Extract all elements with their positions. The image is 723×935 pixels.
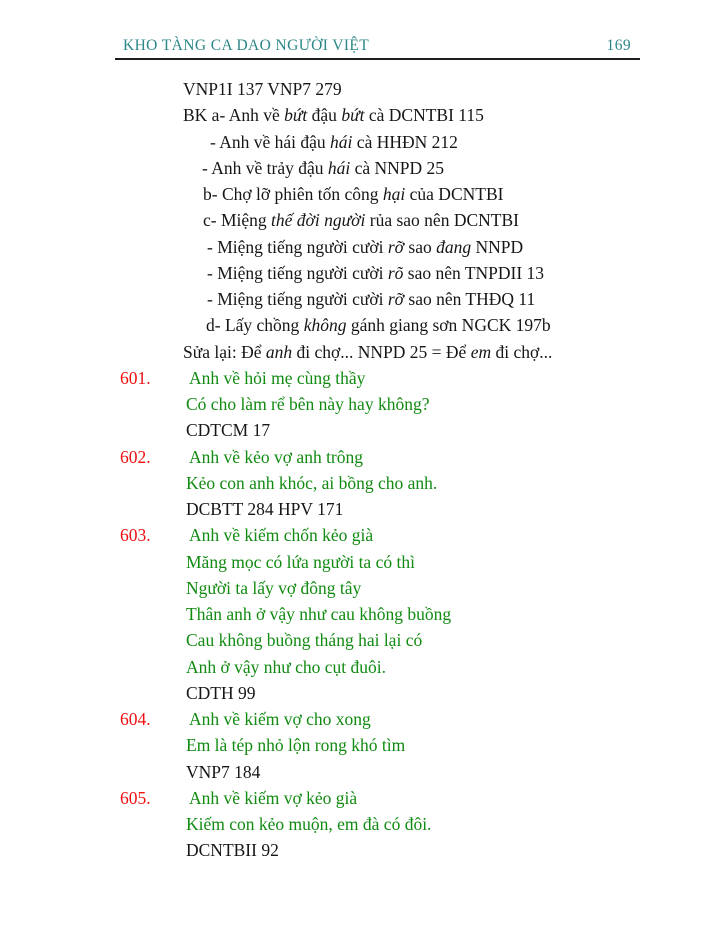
page-header <box>115 0 640 55</box>
verse-line <box>115 575 683 601</box>
text-segment: đang <box>436 236 472 257</box>
text-segment: CDTH 99 <box>186 682 256 703</box>
text-segment: Kiếm con kẻo muộn, em đà có đôi. <box>186 814 432 834</box>
text-segment: Sửa lại: Để <box>183 341 266 362</box>
entry-number: 605. <box>120 787 151 808</box>
text-segment: cà NNPD 25 <box>350 157 445 178</box>
text-segment: rỡ <box>387 236 405 257</box>
note-line <box>115 260 683 286</box>
note-line <box>115 207 683 233</box>
text-segment: - Anh về trảy đậu <box>202 157 328 178</box>
text-segment: bứt <box>341 105 365 126</box>
text-segment: rõ <box>387 262 404 283</box>
text-segment: Cau không buồng tháng hai lại có <box>186 630 423 651</box>
text-segment: Người ta lấy vợ đông tây <box>186 577 362 598</box>
text-segment: không <box>303 315 347 336</box>
note-line <box>115 496 683 522</box>
note-line <box>115 286 683 312</box>
note-line <box>115 759 683 785</box>
text-segment: Anh về kiếm vợ cho xong <box>189 709 371 729</box>
text-segment: - Miệng tiếng người cười <box>207 236 388 257</box>
entry-number: 602. <box>120 446 151 467</box>
text-segment: c- Miệng <box>203 210 272 231</box>
note-line <box>115 102 683 128</box>
note-line <box>115 129 683 155</box>
verse-entry-start-line <box>115 706 683 732</box>
text-segment: cà DCNTBI 115 <box>364 105 484 126</box>
note-line <box>115 181 683 207</box>
verse-line <box>115 601 683 627</box>
entry-number: 604. <box>120 709 151 729</box>
text-segment: - Miệng tiếng người cười <box>207 262 388 283</box>
text-segment: CDTCM 17 <box>186 420 271 441</box>
entry-number: 603. <box>120 525 151 546</box>
text-segment: sao <box>404 236 437 257</box>
entry-number: 601. <box>120 367 151 388</box>
text-segment: BK a- Anh về <box>183 105 285 126</box>
text-segment: b- Chợ lỡ phiên tốn công <box>203 184 383 204</box>
text-segment: hái <box>330 131 353 152</box>
text-segment: đi chợ... <box>491 341 553 362</box>
text-segment: Em là tép nhỏ lộn rong khó tìm <box>186 735 406 756</box>
page-number: 169 <box>606 37 631 54</box>
verse-line <box>115 654 683 680</box>
note-line <box>115 312 683 338</box>
page-body <box>115 76 683 864</box>
text-segment: - Anh về hái đậu <box>210 131 331 152</box>
text-segment: Anh ở vậy như cho cụt đuôi. <box>186 656 387 677</box>
text-segment: Anh về kiếm vợ kẻo già <box>189 787 358 808</box>
text-segment: đi chợ... NNPD 25 = Để <box>292 341 471 362</box>
text-segment: Măng mọc có lứa người ta có thì <box>186 551 415 572</box>
text-segment: DCNTBII 92 <box>186 840 279 861</box>
text-segment: anh <box>265 341 293 362</box>
text-segment: - Miệng tiếng người cười <box>207 289 388 309</box>
text-segment: đậu <box>307 105 342 126</box>
text-segment: Anh về kiếm chốn kẻo già <box>189 525 374 546</box>
text-segment: em <box>470 341 492 362</box>
text-segment: hại <box>382 184 406 204</box>
verse-line <box>115 391 683 417</box>
text-segment: VNP1I 137 VNP7 279 <box>183 79 342 99</box>
text-segment: rỡ <box>387 289 405 309</box>
text-segment: Kẻo con anh khóc, ai bồng cho anh. <box>186 472 438 493</box>
note-line <box>115 76 683 102</box>
verse-line <box>115 732 683 758</box>
text-segment: thế đời người <box>271 210 366 231</box>
verse-entry-start-line <box>115 785 683 811</box>
text-segment: Anh về hỏi mẹ cùng thầy <box>189 367 366 388</box>
running-title: KHO TÀNG CA DAO NGƯỜI VIỆT <box>123 37 370 54</box>
text-segment: rủa sao nên DCNTBI <box>365 210 519 231</box>
text-segment: gánh giang sơn NGCK 197b <box>346 315 551 336</box>
verse-line <box>115 811 683 837</box>
verse-entry-start-line <box>115 365 683 391</box>
verse-line <box>115 549 683 575</box>
header-rule <box>115 58 640 60</box>
text-segment: Anh về kẻo vợ anh trông <box>189 446 364 467</box>
note-line <box>115 680 683 706</box>
text-segment: bứt <box>284 105 308 126</box>
text-segment: hái <box>327 157 351 178</box>
note-line <box>115 417 683 443</box>
text-segment: sao nên TNPDII 13 <box>403 262 545 283</box>
text-segment: của DCNTBI <box>405 184 504 204</box>
verse-line <box>115 627 683 653</box>
verse-line <box>115 470 683 496</box>
text-segment: Thân anh ở vậy như cau không buồng <box>186 604 452 624</box>
text-segment: DCBTT 284 HPV 171 <box>186 499 344 519</box>
text-segment: cà HHĐN 212 <box>352 131 458 152</box>
text-segment: d- Lấy chồng <box>206 315 304 336</box>
note-line <box>115 234 683 260</box>
verse-entry-start-line <box>115 444 683 470</box>
text-segment: sao nên THĐQ 11 <box>404 289 536 309</box>
note-line <box>115 837 683 863</box>
note-line <box>115 339 683 365</box>
verse-entry-start-line <box>115 522 683 548</box>
note-line <box>115 155 683 181</box>
text-segment: Có cho làm rể bên này hay không? <box>186 394 430 414</box>
text-segment: VNP7 184 <box>186 761 261 782</box>
text-segment: NNPD <box>471 236 524 257</box>
